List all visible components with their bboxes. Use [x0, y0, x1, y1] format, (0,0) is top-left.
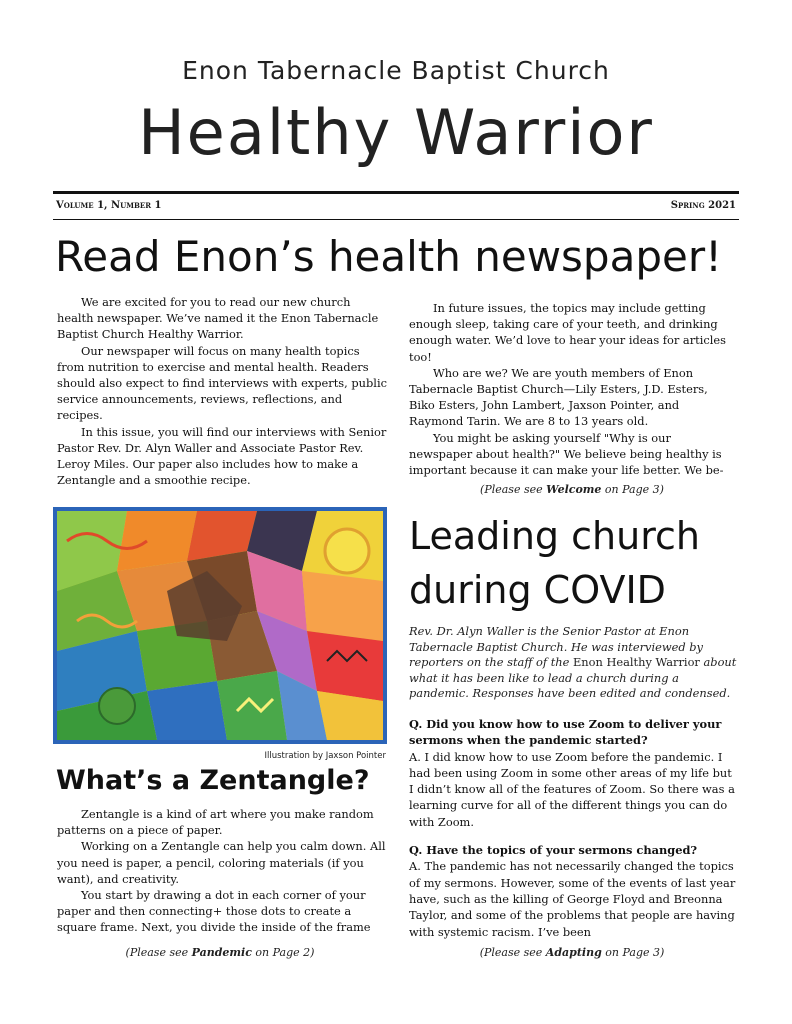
paragraph: You might be asking yourself "Why is our newspaper about health?" We believe being healthy is important because it can make your life better. We be-: [409, 430, 724, 478]
paragraph: Our newspaper will focus on many health topics from nutrition to exercise and mental health. Readers should also expect to find interviews with experts, public service announcements, reviews, reflections, and recipes.: [57, 343, 387, 423]
lead-headline: Read Enon’s health newspaper!: [55, 232, 722, 281]
masthead-rule: [53, 191, 739, 194]
paragraph: Working on a Zentangle can help you calm down. All you need is paper, a pencil, coloring materials (if you want), and creativity.: [57, 839, 386, 886]
lead-column-1: [57, 294, 387, 488]
zentangle-illustration: [53, 507, 387, 744]
paragraph: Who are we? We are youth members of Enon Tabernacle Baptist Church—Lily Esters, J.D. Esters, Biko Esters, John Lambert, Jaxson Pointer, and Raymond Tarin. We are 8 to 13 years old.: [409, 365, 708, 429]
paragraph: In this issue, you will find our interviews with Senior Pastor Rev. Dr. Alyn Waller and Associate Pastor Rev. Leroy Miles. Our paper also includes how to make a Zentangle and a smoothie recipe.: [57, 424, 387, 488]
covid-intro: Rev. Dr. Alyn Waller is the Senior Pastor at Enon Tabernacle Baptist Church. He was interviewed by reporters on the staff of the Enon Healthy Warrior about what it has been like to lead a church during a pandemic. Responses have been edited and condensed.: [409, 624, 737, 701]
answer: A. I did know how to use Zoom before the pandemic. I had been using Zoom in some other areas of my life but I didn’t know all of the features of Zoom. So there was a learning curve for all of the different things you can do with Zoom.: [409, 749, 735, 829]
volume-number: Volume 1, Number 1: [56, 200, 162, 211]
covid-interview: [409, 716, 739, 952]
paragraph: We are excited for you to read our new church health newspaper. We’ve named it the Enon Tabernacle Baptist Church Healthy Warrior.: [57, 295, 379, 342]
paragraph: In future issues, the topics may include getting enough sleep, taking care of your teeth, and drinking enough water. We’d love to hear your ideas for articles too!: [409, 301, 726, 364]
continued-welcome: (Please see Welcome on Page 3): [480, 483, 664, 496]
lead-column-2: [409, 300, 735, 478]
issue-season: Spring 2021: [670, 200, 736, 211]
continued-pandemic: (Please see Pandemic on Page 2): [125, 946, 315, 959]
paragraph: Zentangle is a kind of art where you make random patterns on a piece of paper.: [57, 807, 374, 838]
zentangle-headline: What’s a Zentangle?: [56, 765, 370, 796]
answer: A. The pandemic has not necessarily changed the topics of my sermons. However, some of the events of last year have, such as the killing of George Floyd and Breonna Taylor, and some of the problems that people are having with systemic racism. I’ve been: [409, 859, 736, 939]
newspaper-title: Healthy Warrior: [138, 96, 654, 169]
dateline-rule: [53, 219, 739, 220]
illustration-credit: Illustration by Jaxson Pointer: [264, 751, 386, 761]
paragraph: You start by drawing a dot in each corner of your paper and then connecting+ those dots to create a square frame. Next, you divide the inside of the frame: [57, 888, 371, 935]
continued-adapting: (Please see Adapting on Page 3): [479, 946, 665, 959]
church-name: Enon Tabernacle Baptist Church: [182, 56, 610, 85]
zentangle-column: [57, 806, 387, 936]
covid-headline: Leading church during COVID: [409, 514, 700, 612]
question: Q. Did you know how to use Zoom to deliver your sermons when the pandemic started?: [409, 717, 722, 748]
question: Q. Have the topics of your sermons changed?: [409, 843, 698, 858]
